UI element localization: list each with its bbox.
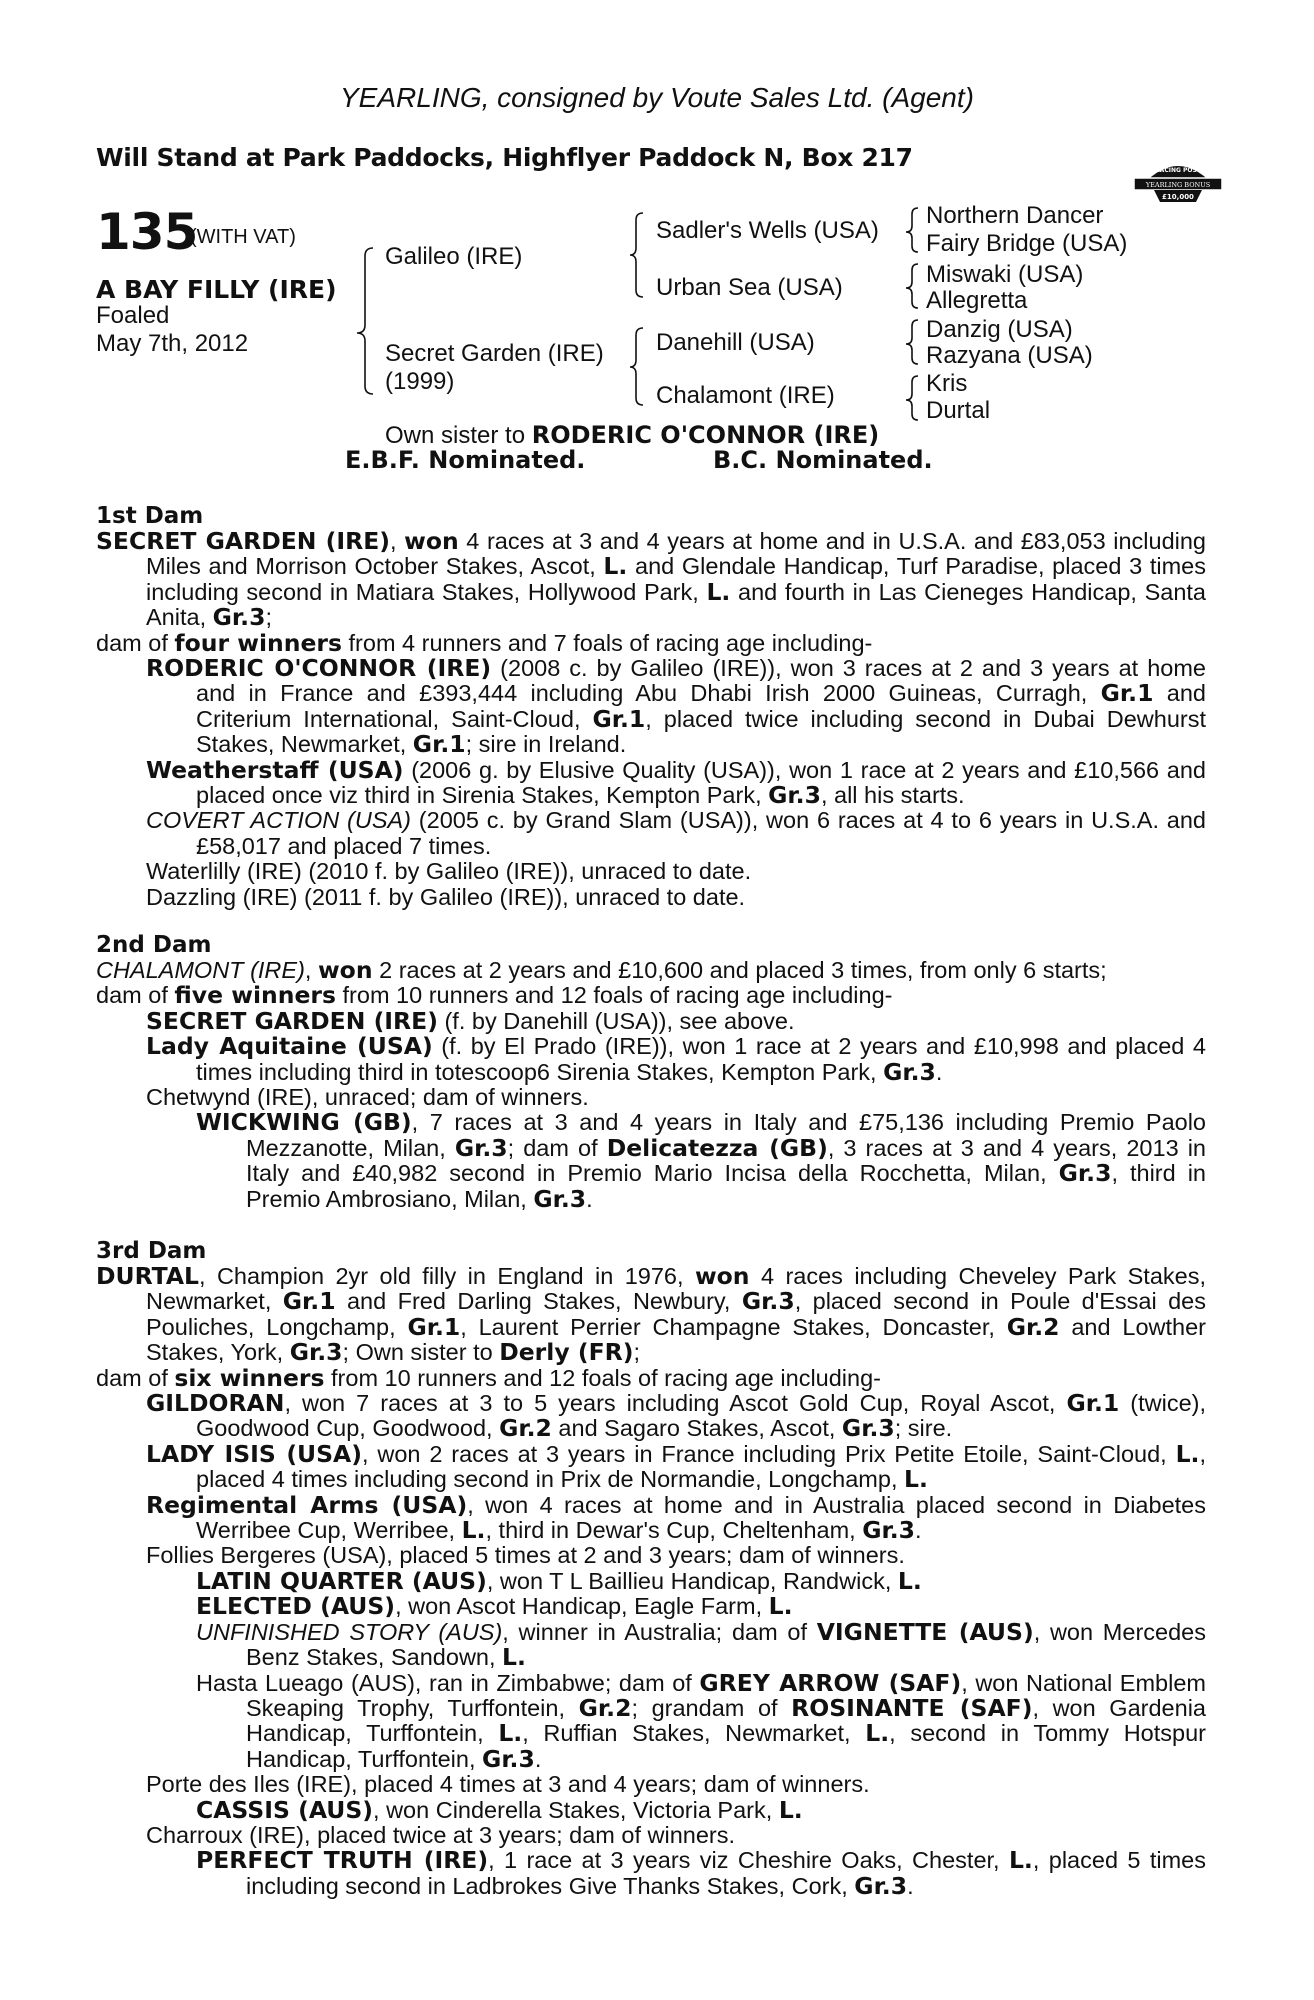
- text: from 10 runners and 12 foals of racing age including-: [324, 1364, 881, 1391]
- text: (f. by El Prado (IRE)), won 1 race at 2 years and £10,998 and placed 4 times including third in totescoop6 Sirenia Stakes, Kempton Park,: [196, 1033, 1206, 1085]
- text: , third in Dewar's Cup, Cheltenham,: [485, 1517, 863, 1544]
- text: , placed second in Poule d'Essai des Pouliches, Longchamp,: [146, 1288, 1206, 1340]
- text: ,: [304, 957, 318, 983]
- logo-bottom-text: £10,000: [1162, 193, 1194, 201]
- third-dam-main: [96, 1262, 1207, 1367]
- horse-name: Weatherstaff (USA): [146, 755, 404, 784]
- group-badge: Gr.1: [592, 704, 646, 733]
- pedigree-gen3-8: Durtal: [926, 397, 991, 424]
- listed-badge: L.: [897, 1566, 922, 1595]
- text: (2008 c. by Galileo (IRE)), won 3 races at 2 and 3 years at home and in France and £393,444 including Abu Dhabi Irish 2000 Guineas, Curragh,: [196, 655, 1206, 707]
- group-badge: Gr.1: [407, 1312, 461, 1341]
- horse-name: LADY ISIS (USA): [146, 1439, 362, 1468]
- text: , Champion 2yr old filly in England in 1976,: [199, 1263, 695, 1289]
- horse-name: LATIN QUARTER (AUS): [196, 1566, 487, 1595]
- horse-name: UNFINISHED STORY (AUS): [196, 1618, 503, 1645]
- group-badge: Gr.1: [1066, 1389, 1120, 1418]
- bc-nominated: B.C. Nominated.: [713, 446, 933, 474]
- won-label: won: [317, 956, 373, 984]
- pedigree-sire-dam: Urban Sea (USA): [656, 274, 843, 301]
- text: , won 7 races at 3 to 5 years including Ascot Gold Cup, Royal Ascot,: [284, 1390, 1067, 1417]
- pedigree-dam-dam: Chalamont (IRE): [656, 382, 835, 409]
- bracket-sire: [630, 213, 643, 297]
- text: , 1 race at 3 years viz Cheshire Oaks, Chester,: [488, 1847, 1009, 1874]
- horse-name: SECRET GARDEN (IRE): [96, 527, 391, 555]
- text: , second in Tommy Hotspur Handicap, Turffontein,: [246, 1720, 1206, 1772]
- text: , Laurent Perrier Champagne Stakes, Doncaster,: [460, 1313, 1007, 1340]
- produce-entry: [196, 1566, 1206, 1595]
- text: (twice), Goodwood Cup, Goodwood,: [196, 1390, 1206, 1442]
- produce-entry: [146, 1006, 1206, 1035]
- pedigree-sire: Galileo (IRE): [385, 243, 523, 270]
- text: ; sire in Ireland.: [465, 731, 627, 758]
- pedigree-dam-sire: Danehill (USA): [656, 329, 815, 356]
- won-label: won: [404, 527, 459, 555]
- pedigree-gen3-2: Fairy Bridge (USA): [926, 230, 1128, 257]
- bracket-gen3-4: [906, 376, 918, 420]
- horse-name: Lady Aquitaine (USA): [146, 1032, 433, 1061]
- text: 4 races at 3 and 4 years at home and in U.S.A. and £83,053 including Miles and Morrison October Stakes, Ascot,: [146, 528, 1206, 580]
- produce-entry: [146, 755, 1207, 810]
- produce-entry: [196, 1795, 1206, 1824]
- horse-name: ROSINANTE (SAF): [791, 1693, 1033, 1722]
- listed-badge: L.: [1175, 1439, 1200, 1468]
- first-dam-section: [96, 529, 1206, 910]
- ebf-nominated: E.B.F. Nominated.: [345, 446, 586, 474]
- winners-count: four winners: [174, 628, 342, 657]
- text: from 4 runners and 7 foals of racing age including-: [342, 629, 873, 656]
- text: ; sire.: [894, 1415, 953, 1442]
- text: ;: [633, 1339, 640, 1366]
- foaled-date: May 7th, 2012: [96, 330, 249, 357]
- group-badge: Gr.3: [862, 1516, 916, 1545]
- group-badge: Gr.3: [1058, 1159, 1112, 1188]
- text: Hasta Lueago (AUS), ran in Zimbabwe; dam of: [196, 1669, 700, 1696]
- pedigree-dam-year: (1999): [385, 368, 455, 395]
- pedigree-gen3-4: Allegretta: [926, 287, 1028, 314]
- listed-badge: L.: [461, 1516, 486, 1545]
- logo-mid-text: YEARLING BONUS: [1145, 181, 1211, 189]
- text: , won Ascot Handicap, Eagle Farm,: [395, 1593, 769, 1620]
- listed-badge: L.: [498, 1719, 523, 1748]
- vat-label: (WITH VAT): [190, 226, 296, 248]
- group-badge: Gr.2: [1006, 1312, 1060, 1341]
- text: , won 4 races at home and in Australia placed second in Diabetes Werribee Cup, Werribee,: [196, 1491, 1206, 1544]
- text: (2005 c. by Grand Slam (USA)), won 6 races at 4 to 6 years in U.S.A. and £58,017 and placed 7 times.: [196, 807, 1206, 859]
- text: .: [907, 1872, 914, 1899]
- produce-entry: [196, 1668, 1206, 1773]
- listed-badge: L.: [768, 1592, 793, 1621]
- text: and fourth in Las Cieneges Handicap, Santa Anita,: [146, 578, 1206, 631]
- horse-name: SECRET GARDEN (IRE): [146, 1006, 438, 1035]
- text: .: [586, 1185, 593, 1212]
- text: dam of: [96, 982, 175, 1009]
- horse-name: Delicatezza (GB): [606, 1133, 828, 1162]
- winners-count: six winners: [174, 1363, 325, 1392]
- pedigree-gen3-5: Danzig (USA): [926, 316, 1073, 343]
- lot-number: 135: [96, 203, 198, 261]
- produce-entry: Porte des Iles (IRE), placed 4 times at 3 and 4 years; dam of winners.: [146, 1771, 870, 1798]
- bracket-gen3-2: [906, 264, 918, 308]
- text: , won Cinderella Stakes, Victoria Park,: [373, 1796, 779, 1823]
- horse-name: PERFECT TRUTH (IRE): [196, 1846, 489, 1875]
- text: and Glendale Handicap, Turf Paradise, placed 3 times including second in Matiara Stakes, Hollywood Park,: [146, 553, 1206, 605]
- second-dam-main: [96, 956, 1206, 984]
- horse-name: GILDORAN: [146, 1389, 285, 1418]
- group-badge: Gr.1: [282, 1287, 336, 1316]
- produce-entry: [196, 1592, 1206, 1621]
- group-badge: Gr.3: [533, 1184, 587, 1213]
- group-badge: Gr.3: [883, 1057, 936, 1086]
- text: , third in Premio Ambrosiano, Milan,: [246, 1160, 1206, 1212]
- pedigree-gen3-7: Kris: [926, 370, 968, 397]
- bracket-dam: [630, 328, 643, 405]
- text: , all his starts.: [820, 782, 965, 809]
- group-badge: Gr.3: [482, 1744, 535, 1773]
- text: dam of: [96, 629, 175, 656]
- produce-entry: [146, 807, 1206, 859]
- pedigree-gen3-1: Northern Dancer: [926, 202, 1104, 229]
- horse-name: COVERT ACTION (USA): [146, 807, 411, 834]
- group-badge: Gr.2: [499, 1414, 552, 1443]
- listed-badge: L.: [778, 1795, 803, 1824]
- text: and Sagaro Stakes, Ascot,: [551, 1415, 842, 1442]
- text: , winner in Australia; dam of: [502, 1618, 817, 1645]
- horse-name: GREY ARROW (SAF): [699, 1668, 962, 1697]
- text: .: [534, 1745, 542, 1772]
- text: , placed twice including second in Dubai Dewhurst Stakes, Newmarket,: [196, 705, 1206, 758]
- pedigree-dam: Secret Garden (IRE): [385, 340, 604, 367]
- listed-badge: L.: [904, 1465, 928, 1494]
- pedigree-sire-sire: Sadler's Wells (USA): [656, 217, 879, 244]
- won-label: won: [694, 1262, 750, 1290]
- group-badge: Gr.3: [289, 1338, 343, 1367]
- produce-entry: Waterlilly (IRE) (2010 f. by Galileo (IRE)), unraced to date.: [146, 858, 752, 885]
- produce-entry: [196, 1846, 1206, 1900]
- group-badge: Gr.3: [854, 1871, 908, 1900]
- bracket-main: [357, 248, 373, 394]
- text: , 3 races at 3 and 4 years, 2013 in Italy and £40,982 second in Premio Mario Incisa della Rocchetta, Milan,: [246, 1134, 1206, 1187]
- text: ;: [265, 604, 272, 631]
- page-title: YEARLING, consigned by Voute Sales Ltd. (Agent): [340, 82, 974, 113]
- produce-entry: [146, 1032, 1206, 1086]
- horse-name: WICKWING (GB): [196, 1108, 412, 1137]
- first-dam-main: SECRET GARDEN (IRE), won 4 races at 3 and 4 years at home and in U.S.A. and £83,053 including Miles and Morrison October Stakes, Ascot, L. and Glendale Handicap, Turf Paradise, placed 3 times including second in Matiara Stakes, Hollywood Park, L. and fourth in Las Cieneges Handicap, Santa Anita, Gr.3;: [96, 527, 1206, 632]
- group-badge: Gr.3: [841, 1414, 895, 1443]
- text: (2006 g. by Elusive Quality (USA)), won 1 race at 2 years and £10,566 and placed once viz third in Sirenia Stakes, Kempton Park,: [196, 756, 1207, 809]
- text: .: [915, 1517, 922, 1544]
- text: (f. by Danehill (USA)), see above.: [437, 1007, 795, 1034]
- bracket-gen3-3: [906, 320, 918, 364]
- winners-count: five winners: [174, 981, 336, 1010]
- text: , 7 races at 3 and 4 years in Italy and £75,136 including Premio Paolo Mezzanotte, Milan,: [246, 1109, 1206, 1161]
- text: from 10 runners and 12 foals of racing age including-: [335, 982, 893, 1009]
- group-badge: Gr.1: [412, 730, 466, 759]
- group-badge: Gr.3: [768, 781, 821, 810]
- text: .: [935, 1058, 943, 1085]
- text: , won T L Baillieu Handicap, Randwick,: [486, 1567, 898, 1594]
- listed-badge: L.: [502, 1643, 526, 1672]
- pedigree-gen3-3: Miswaki (USA): [926, 261, 1084, 288]
- text: , placed 4 times including second in Prix de Normandie, Longchamp,: [196, 1440, 1206, 1493]
- horse-name: Derly (FR): [499, 1338, 634, 1367]
- logo-top-text: RACING POST: [1155, 167, 1201, 174]
- produce-entry: Follies Bergeres (USA), placed 5 times at 2 and 3 years; dam of winners.: [146, 1542, 905, 1569]
- produce-entry: [146, 1439, 1206, 1494]
- horse-name: RODERIC O'CONNOR (IRE): [146, 654, 492, 683]
- third-dam-heading: 3rd Dam: [96, 1238, 207, 1264]
- text: dam of: [96, 1364, 175, 1391]
- text: , won Mercedes Benz Stakes, Sandown,: [246, 1618, 1206, 1671]
- foaled-label: Foaled: [96, 302, 170, 329]
- group-badge: Gr.3: [454, 1133, 508, 1162]
- horse-name: ELECTED (AUS): [196, 1592, 396, 1621]
- produce-entry: Charroux (IRE), placed twice at 3 years; dam of winners.: [146, 1821, 736, 1848]
- listed-badge: L.: [603, 552, 628, 581]
- produce-entry: [146, 654, 1206, 759]
- text: ; Own sister to: [342, 1339, 500, 1366]
- text: and Fred Darling Stakes, Newbury,: [335, 1288, 742, 1315]
- own-sister-name: RODERIC O'CONNOR (IRE): [531, 421, 880, 449]
- third-dam-produce-summary: [96, 1363, 1206, 1392]
- horse-name: DURTAL: [96, 1262, 199, 1290]
- second-dam-produce-summary: [96, 983, 1206, 1008]
- first-dam-heading: 1st Dam: [96, 503, 204, 529]
- text: , placed 5 times including second in Ladbrokes Give Thanks Stakes, Cork,: [246, 1847, 1206, 1899]
- group-badge: Gr.1: [1100, 679, 1154, 708]
- produce-entry: [146, 1389, 1206, 1443]
- third-dam-section: [96, 1264, 1206, 1899]
- bracket-gen3-1: [906, 208, 918, 252]
- text: and Lowther Stakes, York,: [146, 1313, 1207, 1366]
- own-sister-prefix: Own sister to: [385, 422, 532, 449]
- produce-entry: Chetwynd (IRE), unraced; dam of winners.: [146, 1084, 589, 1111]
- text: 2 races at 2 years and £10,600 and placed 3 times, from only 6 starts;: [372, 957, 1107, 983]
- second-dam-heading: 2nd Dam: [96, 932, 212, 958]
- produce-entry: [196, 1108, 1206, 1213]
- produce-entry: [146, 1490, 1206, 1545]
- text: , Ruffian Stakes, Newmarket,: [522, 1720, 866, 1747]
- group-badge: Gr.3: [212, 603, 266, 632]
- text: ; dam of: [507, 1134, 607, 1161]
- first-dam-produce-summary: [96, 628, 1206, 657]
- horse-name: Regimental Arms (USA): [146, 1490, 468, 1519]
- listed-badge: L.: [1008, 1846, 1033, 1875]
- horse-name: CHALAMONT (IRE): [96, 957, 305, 983]
- listed-badge: L.: [706, 577, 731, 606]
- text: , won Gardenia Handicap, Turffontein,: [246, 1694, 1206, 1747]
- text: 4 races including Cheveley Park Stakes, Newmarket,: [146, 1263, 1206, 1315]
- horse-name: VIGNETTE (AUS): [816, 1617, 1034, 1646]
- produce-entry: Dazzling (IRE) (2011 f. by Galileo (IRE)), unraced to date.: [146, 883, 746, 910]
- text: ; grandam of: [631, 1694, 792, 1721]
- text: and Criterium International, Saint-Cloud,: [196, 680, 1206, 732]
- stand-location: Will Stand at Park Paddocks, Highflyer Paddock N, Box 217: [96, 143, 913, 172]
- listed-badge: L.: [865, 1719, 890, 1748]
- pedigree-gen3-6: Razyana (USA): [926, 342, 1093, 369]
- text: , won 2 races at 3 years in France including Prix Petite Etoile, Saint-Cloud,: [362, 1440, 1176, 1467]
- produce-entry: [196, 1617, 1206, 1672]
- text: , won National Emblem Skeaping Trophy, Turffontein,: [246, 1669, 1206, 1721]
- group-badge: Gr.3: [741, 1287, 795, 1316]
- second-dam-section: [96, 958, 1206, 1212]
- horse-name: CASSIS (AUS): [196, 1795, 374, 1824]
- group-badge: Gr.2: [578, 1693, 632, 1722]
- horse-name: A BAY FILLY (IRE): [96, 275, 337, 304]
